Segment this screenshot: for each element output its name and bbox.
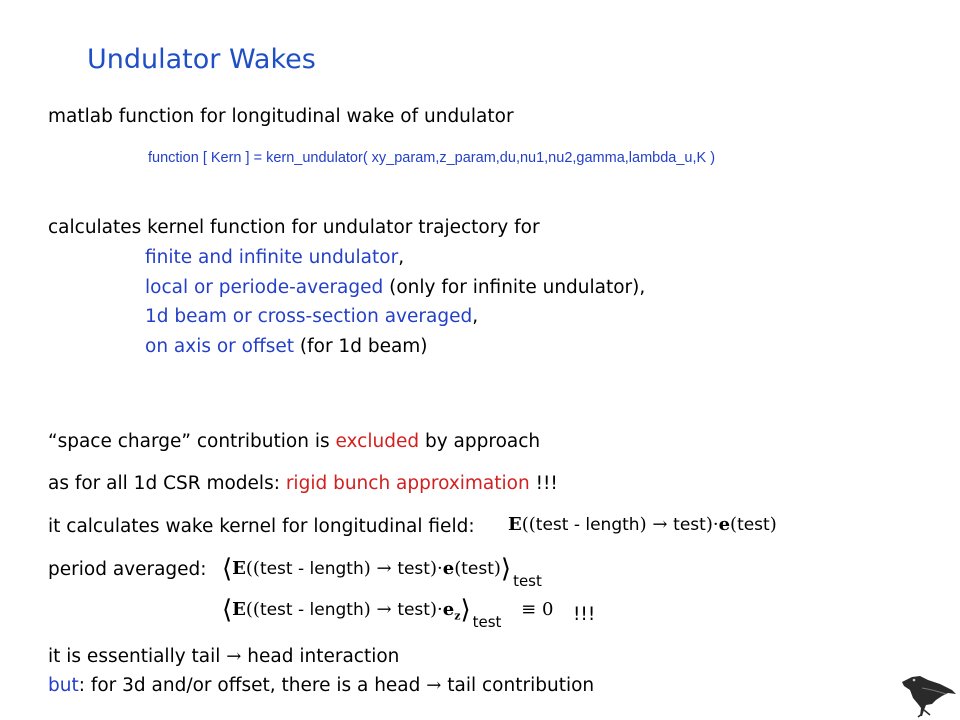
eq-paren: (( (521, 514, 536, 535)
eq-subscript-test: test (472, 613, 502, 631)
exclaim-text: !!! (573, 604, 596, 625)
head-tail-but: but (48, 675, 79, 696)
eq-dot: · (712, 514, 719, 535)
eq-arrow: → (376, 558, 392, 579)
eq-test: test (397, 559, 430, 579)
option-colored: on axis or offset (145, 336, 295, 357)
space-charge-excluded: excluded (335, 431, 420, 452)
arrow-icon: → (226, 646, 242, 667)
option-rest: (for 1d beam) (294, 336, 428, 357)
option-finite (145, 247, 404, 268)
eq-test-length: test - length (259, 559, 364, 579)
page-title: Undulator Wakes (87, 44, 316, 75)
eq-paren: ( (454, 558, 462, 579)
eq-paren: ) (705, 514, 713, 535)
eq-ez: e (442, 599, 455, 620)
eq-dot: · (437, 599, 443, 620)
eq-test: test (673, 515, 706, 535)
eq-equiv: ≡ (521, 599, 537, 620)
eq-langle: ⟨ (222, 595, 233, 625)
rigid-a: as for all 1d CSR models: (48, 473, 286, 494)
rigid-b: rigid bunch approximation (285, 473, 530, 494)
eq-E: E (232, 599, 246, 620)
head-tail-c: tail contribution (441, 675, 595, 696)
option-rest: (only for infinite undulator), (383, 277, 646, 298)
eq-arrow: → (652, 514, 668, 535)
period-averaged-text: period averaged: (48, 559, 207, 580)
option-axis (145, 336, 428, 357)
equation-period-averaged (222, 556, 542, 590)
eq-paren: ) (363, 558, 371, 579)
eq-test: test (737, 515, 770, 535)
rigid-c: !!! (529, 473, 558, 494)
space-charge-line (48, 431, 540, 452)
calc-intro: calculates kernel function for undulator trajectory for (48, 217, 540, 238)
eq-paren: ) (429, 558, 437, 579)
option-colored: 1d beam or cross-section averaged (145, 306, 473, 327)
option-1d (145, 306, 478, 327)
eq-dot: · (437, 558, 443, 579)
eq-paren: ( (730, 514, 738, 535)
eq-test: test (397, 600, 430, 620)
eq-rangle: ⟩ (500, 554, 512, 584)
crow-icon (898, 668, 958, 718)
head-tail-line (48, 675, 594, 696)
eq-ez-sub: z (454, 609, 461, 623)
eq-subscript-test: test (513, 572, 542, 590)
rigid-bunch-line (48, 473, 558, 494)
option-colored: local or periode-averaged (145, 277, 384, 298)
option-local (145, 277, 645, 298)
eq-arrow: → (376, 599, 392, 620)
space-charge-a: “space charge” contribution is (48, 431, 336, 452)
eq-rangle: ⟩ (460, 595, 471, 625)
eq-paren: ) (493, 558, 501, 579)
eq-test: test (461, 559, 494, 579)
option-rest: , (472, 306, 479, 327)
eq-paren: (( (245, 558, 260, 579)
equation-wake-kernel (508, 514, 777, 535)
tail-head-b: head interaction (241, 646, 400, 667)
eq-paren: ) (639, 514, 647, 535)
arrow-icon: → (426, 675, 442, 696)
eq-e: e (718, 514, 731, 535)
eq-E: E (508, 514, 522, 535)
eq-E: E (232, 558, 246, 579)
eq-langle: ⟨ (222, 554, 233, 584)
tail-head-line (48, 646, 399, 667)
eq-paren: ) (769, 514, 777, 535)
eq-test-length: test - length (535, 515, 640, 535)
wake-kernel-text: it calculates wake kernel for longitudinal field: (48, 516, 475, 537)
option-colored: finite and infinite undulator (145, 247, 399, 268)
eq-zero: 0 (541, 599, 554, 620)
equation-ez-zero (222, 597, 553, 631)
tail-head-a: it is essentially tail (48, 646, 227, 667)
eq-e: e (442, 558, 455, 579)
space-charge-c: by approach (419, 431, 541, 452)
matlab-code-line: function [ Kern ] = kern_undulator( xy_param,z_param,du,nu1,nu2,gamma,lambda_u,K ) (148, 150, 716, 166)
eq-test-length: test - length (259, 600, 364, 620)
eq-paren: ) (429, 599, 437, 620)
head-tail-b: : for 3d and/or offset, there is a head (78, 675, 427, 696)
eq-paren: ) (363, 599, 371, 620)
intro-text: matlab function for longitudinal wake of undulator (48, 106, 514, 127)
eq-paren: (( (245, 599, 260, 620)
option-rest: , (398, 247, 405, 268)
